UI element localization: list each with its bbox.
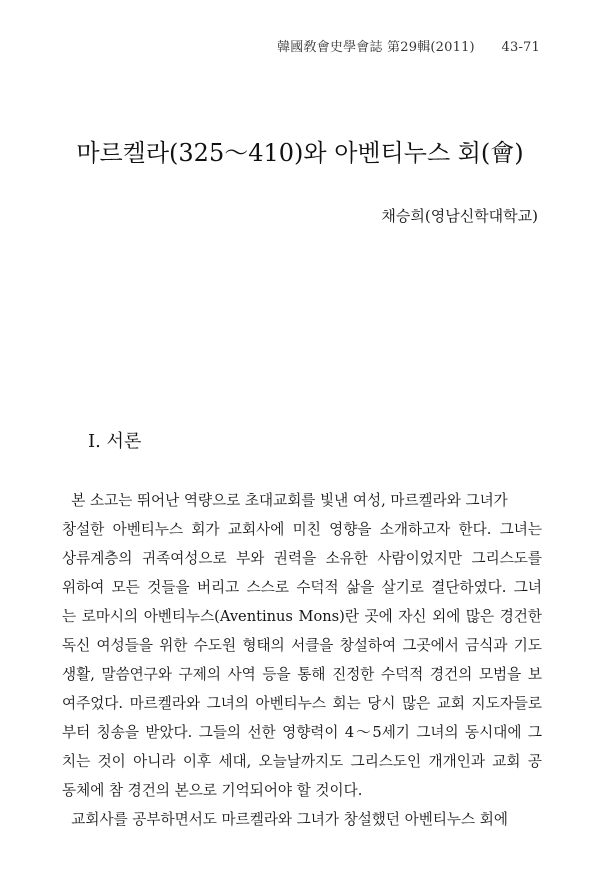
text-line: 는 로마시의 아벤티누스(Aventinus Mons)란 곳에 자신 외에 많은 경건한 bbox=[62, 608, 542, 625]
section-heading: Ⅰ. 서론 bbox=[88, 431, 142, 452]
paragraph-1 bbox=[62, 486, 542, 805]
text-line: 독신 여성들을 위한 수도원 형태의 서클을 창설하여 그곳에서 금식과 기도 bbox=[62, 637, 542, 654]
journal-volume: 第29輯(2011) bbox=[387, 40, 475, 55]
text-line: 부터 칭송을 받았다. 그들의 선한 영향력이 4～5세기 그녀의 동시대에 그 bbox=[62, 724, 542, 741]
text-line: 상류계층의 귀족여성으로 부와 권력을 소유한 사람이었지만 그리스도를 bbox=[62, 550, 542, 567]
body-text bbox=[62, 486, 542, 834]
text-line: 생활, 말씀연구와 구제의 사역 등을 통해 진정한 수덕적 경건의 모범을 보 bbox=[62, 666, 542, 683]
text-line: 창설한 아벤티누스 회가 교회사에 미친 영향을 소개하고자 한다. 그녀는 bbox=[62, 521, 542, 538]
page-range: 43-71 bbox=[501, 40, 540, 55]
author-affiliation: 채승희(영남신학대학교) bbox=[381, 207, 538, 225]
paper-title: 마르켈라(325～410)와 아벤티누스 회(會) bbox=[76, 139, 524, 167]
text-line: 본 소고는 뛰어난 역량으로 초대교회를 빛낸 여성, 마르켈라와 그녀가 bbox=[62, 492, 508, 509]
paragraph-2 bbox=[62, 805, 542, 834]
text-line: 여주었다. 마르켈라와 그녀의 아벤티누스 회는 당시 많은 교회 지도자들로 bbox=[62, 695, 542, 712]
text-line: 교회사를 공부하면서도 마르켈라와 그녀가 창설했던 아벤티누스 회에 bbox=[62, 811, 508, 828]
text-line: 치는 것이 아니라 이후 세대, 오늘날까지도 그리스도인 개개인과 교회 공 bbox=[62, 753, 542, 770]
journal-name: 韓國敎會史學會誌 bbox=[277, 40, 383, 55]
text-line: 동체에 참 경건의 본으로 기억되어야 할 것이다. bbox=[62, 782, 363, 799]
text-line: 위하여 모든 것들을 버리고 스스로 수덕적 삶을 살기로 결단하였다. 그녀 bbox=[62, 579, 542, 596]
running-head bbox=[277, 36, 540, 55]
